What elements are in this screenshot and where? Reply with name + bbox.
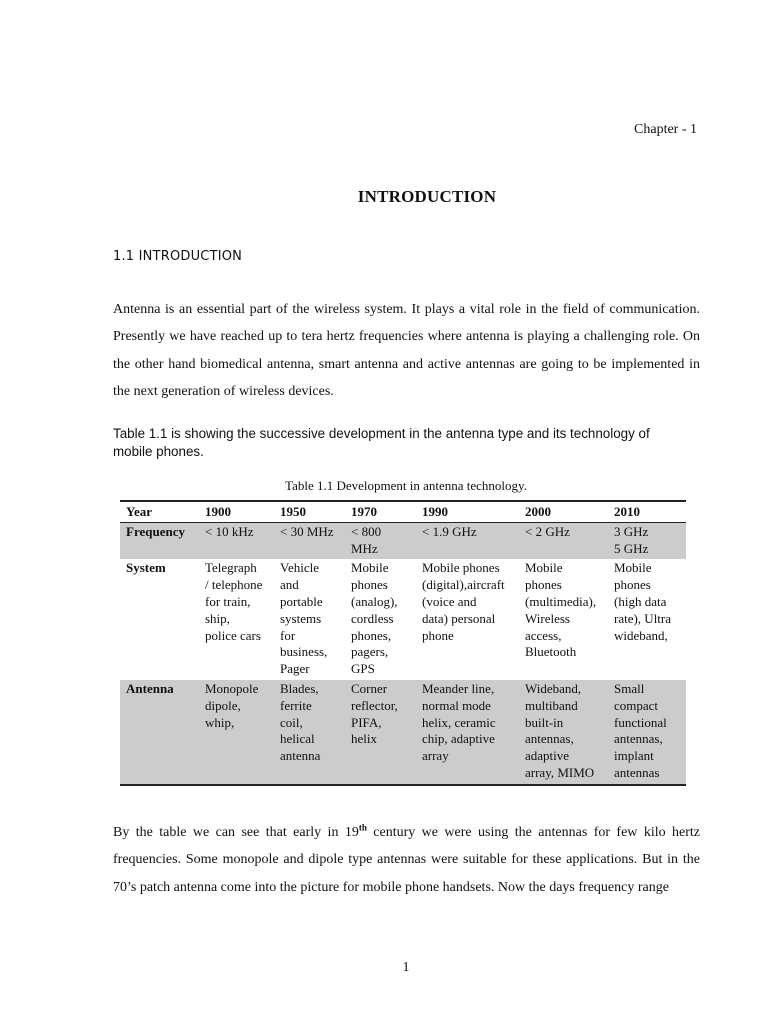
table-cell: Meander line, normal mode helix, ceramic chip, adaptive array [422,680,496,764]
table-caption: Table 1.1 Development in antenna technology. [285,478,527,493]
history-text-start: By the table we can see that early in 19 [113,825,359,840]
header-cell: 2010 [608,501,686,522]
table-intro-paragraph: Table 1.1 is showing the successive development in the antenna type and its technology of mobile phones. [113,426,650,459]
row-label: Frequency [126,523,185,539]
row-label: Antenna [126,680,174,696]
table-cell: Wideband, multiband built-in antennas, adaptive array, MIMO [525,680,595,780]
chapter-label: Chapter - 1 [634,122,697,137]
header-cell: 1900 [199,501,274,522]
intro-paragraph: Antenna is an essential part of the wireless system. It plays a vital role in the field of communication. Presently we have reached up to tera hertz frequencies where antenna is playing a challenging role. On the other hand biomedical antenna, smart antenna and active antennas are going to be implemented in the next generation of wireless devices. [113,302,700,399]
page-number: 1 [402,960,410,975]
row-label: System [126,560,166,576]
table-cell: < 800 MHz [351,523,382,556]
header-cell: 1950 [274,501,345,522]
section-heading: 1.1 INTRODUCTION [113,249,243,264]
table-cell: Telegraph / telephone for train, ship, police cars [205,560,263,643]
header-cell: 1970 [345,501,416,522]
table-cell: Mobile phones (digital),aircraft (voice and data) personal phone [422,560,505,643]
table-cell: Mobile phones (multimedia), Wireless access, Bluetooth [525,560,597,660]
table-cell: Vehicle and portable systems for business, Pager [280,560,328,677]
history-text-rest: century we were using the antennas for few kilo hertz frequencies. Some monopole and dipole type antennas were suitable for these applications. But in the 70’s patch antenna come into the picture for mobile phone handsets. Now the days frequency range [113,825,700,895]
table-cell: Small compact functional antennas, implant antennas [614,680,667,780]
header-cell: Year [120,501,199,522]
table-cell: < 2 GHz [525,523,570,539]
chapter-title: INTRODUCTION [357,187,497,206]
header-cell: 2000 [519,501,608,522]
table-cell: < 30 MHz [280,523,334,539]
table-row-frequency [120,522,686,559]
table-cell: Corner reflector, PIFA, helix [351,680,398,747]
table-cell: 3 GHz 5 GHz [614,523,649,556]
header-cell: 1990 [416,501,519,522]
ordinal-superscript: th [358,822,367,833]
table-row-antenna [120,680,686,785]
table-cell: Monopole dipole, whip, [205,680,259,730]
table-cell: Mobile phones (high data rate), Ultra wideband, [614,560,672,643]
table-row-system [120,559,686,680]
antenna-development-table [120,500,686,786]
table-cell: < 10 kHz [205,523,254,539]
table-cell: Mobile phones (analog), cordless phones, pagers, GPS [351,560,398,677]
table-cell: Blades, ferrite coil, helical antenna [280,680,321,764]
history-paragraph [113,819,700,901]
table-header-row [120,501,686,522]
table-cell: < 1.9 GHz [422,523,477,539]
